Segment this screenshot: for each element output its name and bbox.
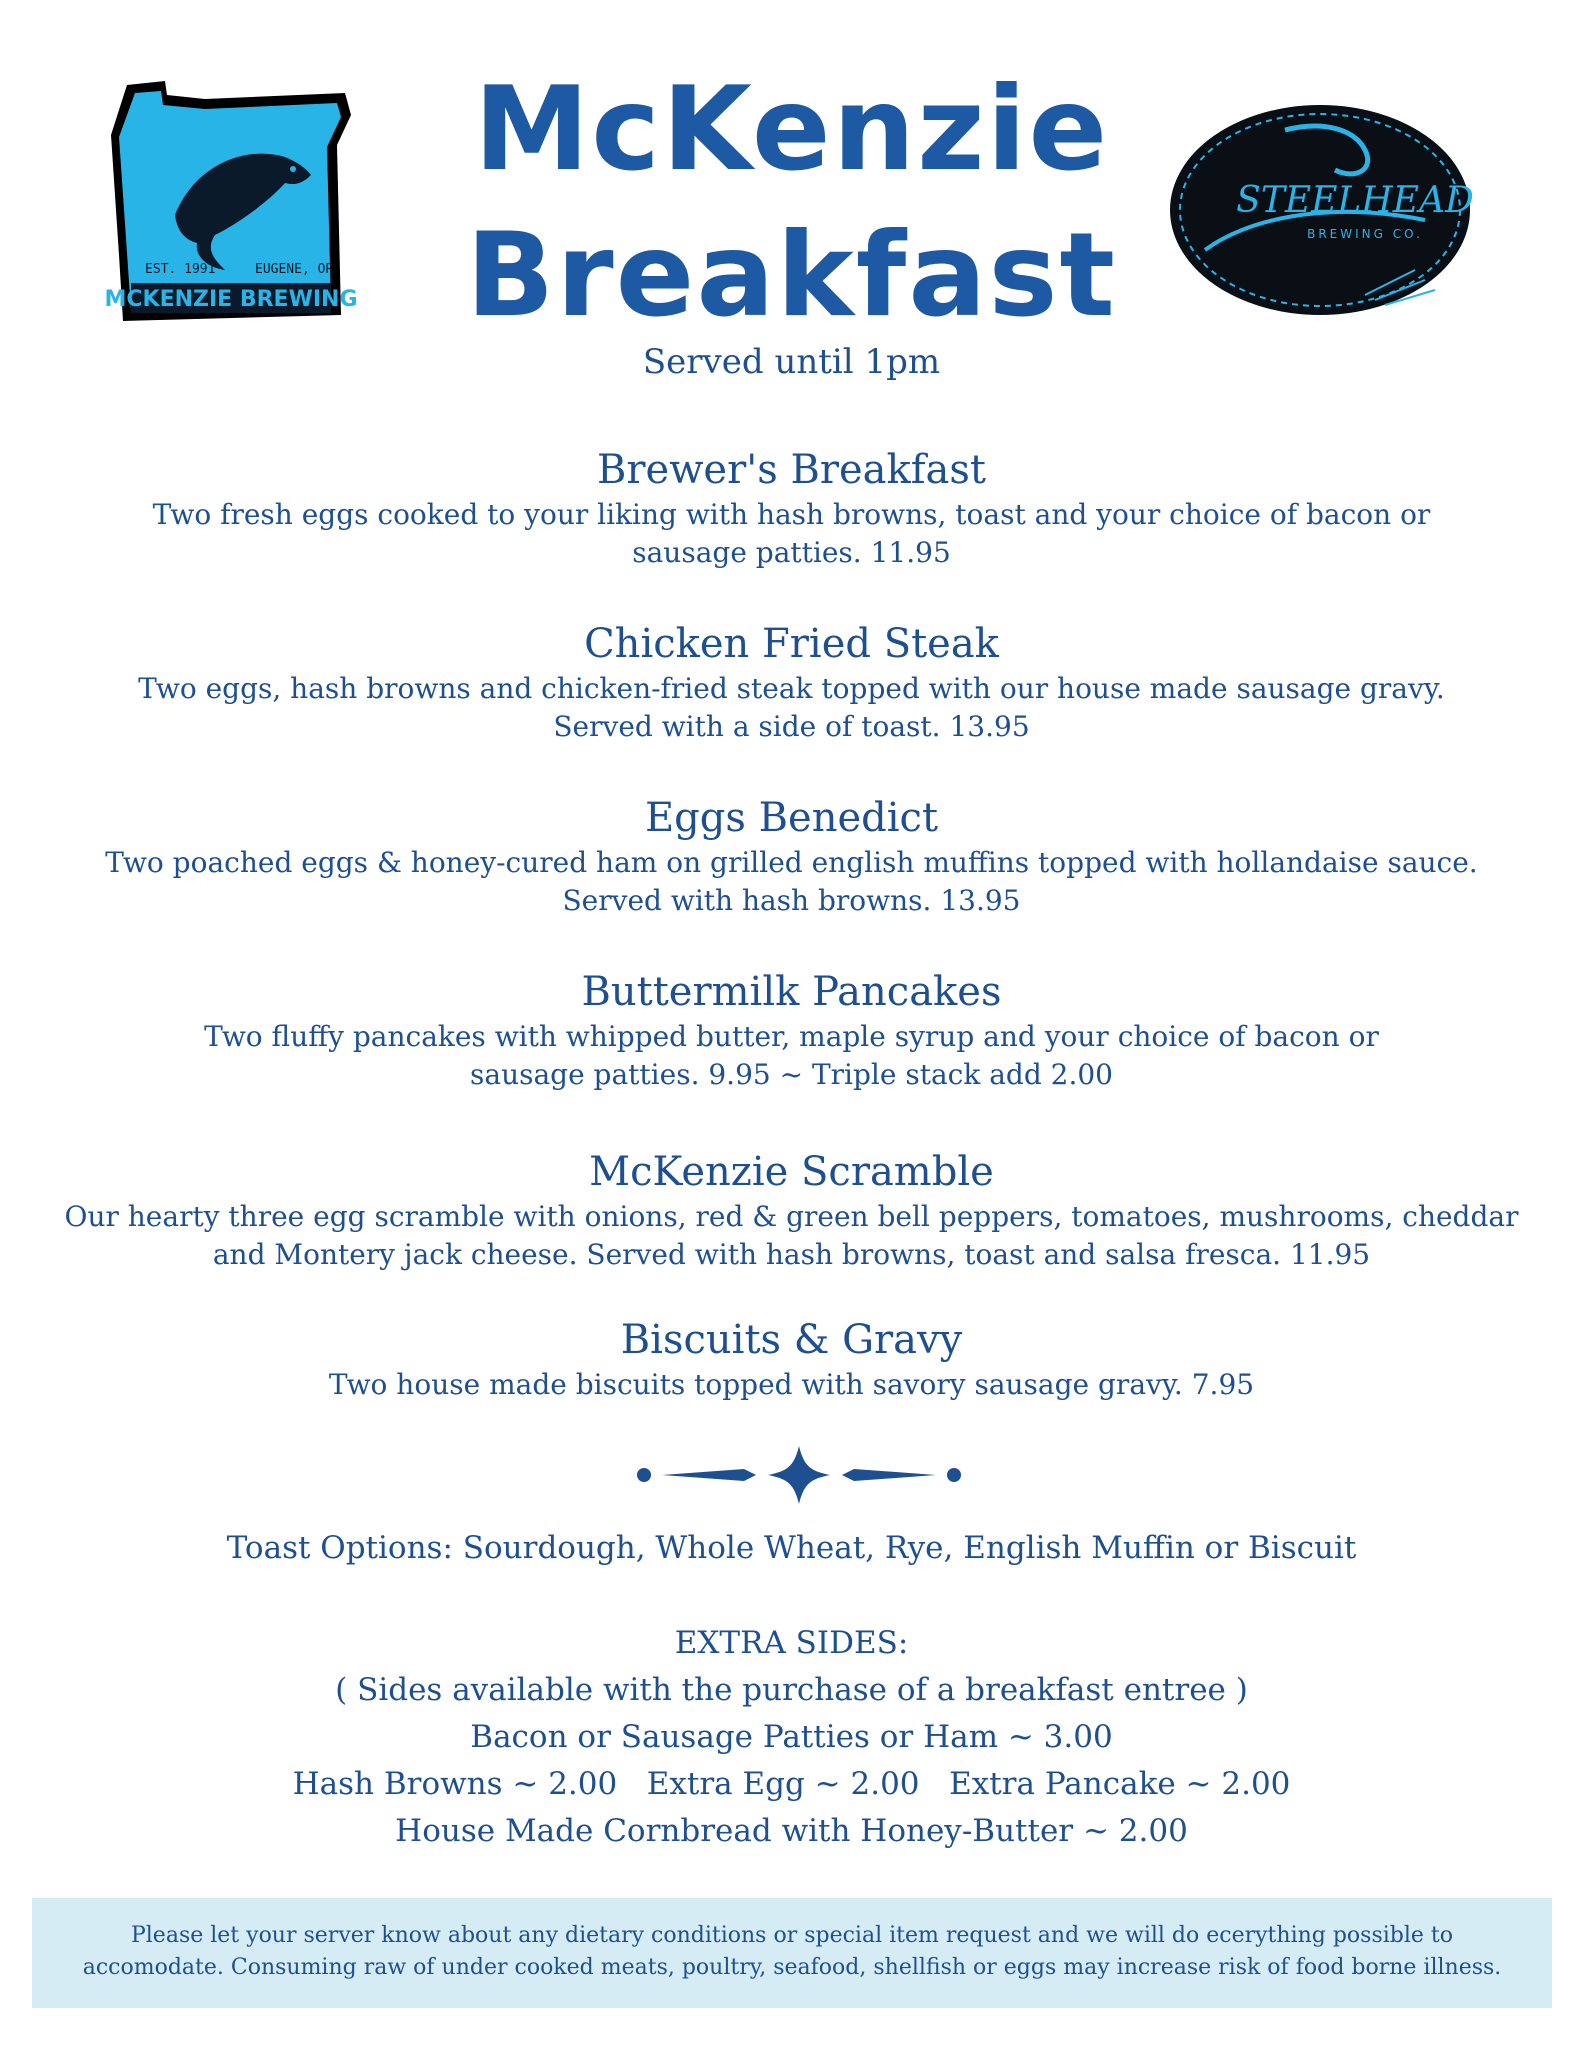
extra-sides-line: Bacon or Sausage Patties or Ham ~ 3.00 xyxy=(470,1719,1113,1755)
item-desc-line: sausage patties. 11.95 xyxy=(632,536,951,569)
item-desc-line: Our hearty three egg scramble with onions, red & green bell peppers, tomatoes, mushrooms, cheddar xyxy=(64,1200,1519,1233)
logo-est-text: EST. 1991 xyxy=(145,262,216,277)
dietary-notice xyxy=(32,1898,1552,2008)
extra-sides-line: Hash Browns ~ 2.00 Extra Egg ~ 2.00 Extra Pancake ~ 2.00 xyxy=(292,1766,1291,1802)
logo-location-text: EUGENE, OR xyxy=(255,262,334,277)
menu-item-mckenzie-scramble xyxy=(60,1146,1523,1274)
logo-steelhead-text: STEELHEAD xyxy=(1236,180,1474,221)
item-desc-line: Two fluffy pancakes with whipped butter, maple syrup and your choice of bacon or xyxy=(204,1020,1379,1053)
item-name: Eggs Benedict xyxy=(644,795,939,841)
extra-sides-note: ( Sides available with the purchase of a breakfast entree ) xyxy=(335,1672,1248,1708)
item-name: Biscuits & Gravy xyxy=(620,1317,963,1363)
item-desc-line: sausage patties. 9.95 ~ Triple stack add 2.00 xyxy=(470,1058,1113,1091)
menu-item-biscuits-gravy xyxy=(60,1314,1523,1404)
item-name: Buttermilk Pancakes xyxy=(581,969,1002,1015)
item-desc-line: Served with a side of toast. 13.95 xyxy=(553,710,1030,743)
dietary-notice-line: accomodate. Consuming raw of under cooked meats, poultry, seafood, shellfish or eggs may increase risk of food borne illness. xyxy=(82,1955,1502,1980)
item-desc-line: Two poached eggs & honey-cured ham on grilled english muffins topped with hollandaise sauce. xyxy=(105,846,1478,879)
logo-brewing-co-text: BREWING CO. xyxy=(1307,227,1423,241)
extra-sides-heading: EXTRA SIDES: xyxy=(674,1625,909,1661)
item-name: Chicken Fried Steak xyxy=(584,621,999,667)
extra-sides-line: House Made Cornbread with Honey-Butter ~ 2.00 xyxy=(395,1813,1188,1849)
ornament-divider-icon xyxy=(634,1440,964,1510)
menu-title-line2: Breakfast xyxy=(466,208,1117,343)
item-desc-line: Two house made biscuits topped with savory sausage gravy. 7.95 xyxy=(328,1368,1255,1401)
menu-title-line1: McKenzie xyxy=(473,62,1110,197)
toast-options: Toast Options: Sourdough, Whole Wheat, Rye, English Muffin or Biscuit xyxy=(226,1530,1357,1566)
dietary-notice-line: Please let your server know about any dietary conditions or special item request and we will do ecerything possible to xyxy=(130,1923,1454,1948)
item-desc-line: Two fresh eggs cooked to your liking with hash browns, toast and your choice of bacon or xyxy=(152,498,1431,531)
item-name: McKenzie Scramble xyxy=(589,1149,994,1195)
logo-brand-text: MCKENZIE BREWING xyxy=(105,287,358,312)
item-desc-line: and Montery jack cheese. Served with hash browns, toast and salsa fresca. 11.95 xyxy=(212,1238,1371,1271)
menu-item-buttermilk-pancakes xyxy=(60,966,1523,1094)
menu-item-brewers-breakfast xyxy=(60,444,1523,572)
menu-item-chicken-fried-steak xyxy=(60,618,1523,746)
item-name: Brewer's Breakfast xyxy=(597,447,986,493)
extra-sides xyxy=(0,1620,1583,1855)
served-until: Served until 1pm xyxy=(642,342,941,382)
item-desc-line: Served with hash browns. 13.95 xyxy=(562,884,1021,917)
item-desc-line: Two eggs, hash browns and chicken-fried steak topped with our house made sausage gravy. xyxy=(138,672,1445,705)
menu-item-eggs-benedict xyxy=(60,792,1523,920)
